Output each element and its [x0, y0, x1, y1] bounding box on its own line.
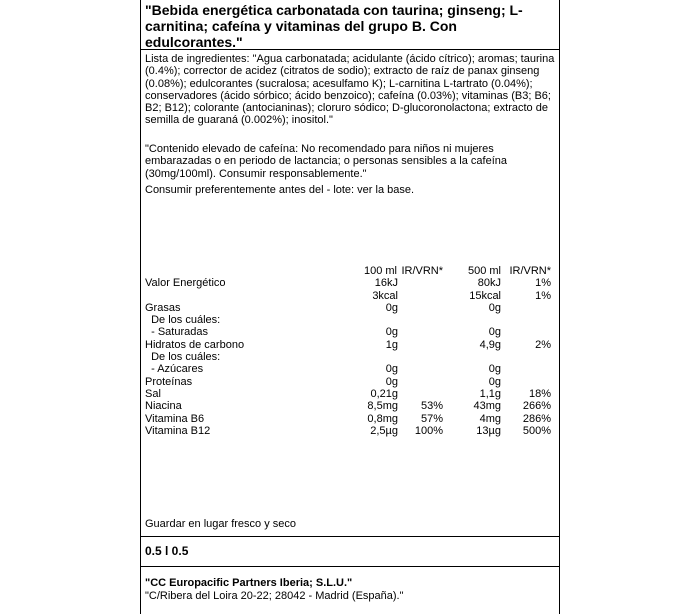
ingredients-list: Lista de ingredientes: "Agua carbonatada; acidulante (ácido cítrico); aromas; taurina (0.4%); corrector de acidez (citratos de sodio); extracto de raíz de panax ginseng (0.08%); edulcorantes (sucralosa; acesulfamo K); L-carnitina L-tartrato (0.04%); conservadores (ácido sórbico; ácido benzoico); cafeína (0.03%); vitaminas (B3; B6; B2; B12); colorante (antocianinas); cloruro sódico; D-glucoronolactona; extracto de semilla de guaraná (0.002%); inositol." [145, 53, 555, 127]
nutrition-cell: 2,5µg [370, 424, 398, 437]
nutrition-cell: 500% [522, 424, 551, 437]
nutrition-row [145, 314, 557, 326]
nutrition-cell: - Saturadas [145, 326, 208, 339]
nutrition-cell: 1% [535, 277, 551, 290]
nutrition-cell: 0,8mg [367, 412, 398, 425]
nutrition-cell: Niacina [145, 400, 182, 413]
nutrition-cell: 3kcal [372, 289, 398, 302]
caffeine-warning: "Contenido elevado de cafeína: No recomendado para niños ni mujeres embarazadas o en periodo de lactancia; o personas sensibles a la cafeína (30mg/100ml). Consumir responsablemente." [145, 143, 508, 180]
nutrition-cell: 18% [528, 387, 551, 400]
nutrition-cell: Proteínas [145, 375, 193, 388]
nutrition-cell: 100% [414, 424, 443, 437]
best-before: Consumir preferentemente antes del - lote: ver la base. [145, 184, 415, 196]
nutrition-cell: Grasas [145, 301, 181, 314]
nutrition-cell: 2% [535, 338, 551, 351]
nutrition-cell: 1,1g [479, 387, 501, 400]
nutrition-cell: 0g [488, 326, 501, 339]
nutrition-cell: 1% [535, 289, 551, 302]
nutrition-cell: 0g [385, 363, 398, 376]
nutrition-row [145, 302, 557, 314]
nutrition-row [145, 363, 557, 375]
nutrition-row [145, 290, 557, 302]
nutrition-cell: 0g [385, 301, 398, 314]
nutrition-cell: 0g [385, 375, 398, 388]
nutrition-cell: De los cuáles: [145, 314, 221, 327]
nutrition-cell: 43mg [473, 400, 501, 413]
nutrition-cell: 0g [488, 301, 501, 314]
nutrition-cell: 16kJ [374, 277, 398, 290]
nutrition-cell: 13µg [476, 424, 501, 437]
nutrition-header-row [145, 265, 557, 277]
nutrition-row [145, 388, 557, 400]
nutrition-cell: 266% [522, 400, 551, 413]
nutrition-cell: 8,5mg [367, 400, 398, 413]
nutrition-cell: 57% [420, 412, 443, 425]
nutrition-cell: 1g [385, 338, 398, 351]
nutrition-row [145, 277, 557, 289]
nutrition-cell: De los cuáles: [145, 351, 221, 364]
nutrition-row [145, 413, 557, 425]
header-500ml: 500 ml [467, 265, 501, 277]
header-irvrn-500ml: IR/VRN* [509, 265, 551, 277]
quantity-divider [140, 566, 560, 567]
nutrition-cell: 0g [488, 375, 501, 388]
header-100ml: 100 ml [363, 265, 397, 277]
nutrition-row [145, 326, 557, 338]
nutrition-cell: Vitamina B6 [145, 412, 205, 425]
header-irvrn-100ml: IR/VRN* [401, 265, 443, 277]
nutrition-row [145, 351, 557, 363]
nutrition-cell: Vitamina B12 [145, 424, 211, 437]
nutrition-cell: 80kJ [477, 277, 501, 290]
nutrition-cell: Valor Energético [145, 277, 226, 290]
title-divider [140, 49, 560, 50]
nutrition-cell: 4mg [479, 412, 501, 425]
storage-divider [140, 536, 560, 537]
storage-instructions: Guardar en lugar fresco y seco [145, 518, 297, 530]
nutrition-cell: Sal [145, 387, 161, 400]
nutrition-cell: - Azúcares [145, 363, 204, 376]
company-name: "CC Europacific Partners Iberia; S.L.U." [145, 577, 353, 589]
nutrition-row [145, 339, 557, 351]
company-address: "C/Ribera del Loira 20-22; 28042 - Madrid (España)." [145, 590, 404, 602]
nutrition-cell: 0g [385, 326, 398, 339]
nutrition-table [145, 265, 557, 437]
nutrition-cell: Hidratos de carbono [145, 338, 245, 351]
nutrition-cell: 15kcal [469, 289, 501, 302]
nutrition-cell: 286% [522, 412, 551, 425]
nutrition-row [145, 425, 557, 437]
nutrition-cell: 0g [488, 363, 501, 376]
nutrition-cell: 4,9g [479, 338, 501, 351]
net-quantity: 0.5 l 0.5 [145, 544, 189, 558]
nutrition-cell: 0,21g [370, 387, 398, 400]
nutrition-row [145, 376, 557, 388]
nutrition-cell: 53% [420, 400, 443, 413]
product-title: "Bebida energética carbonatada con taurina; ginseng; L-carnitina; cafeína y vitaminas del grupo B. Con edulcorantes." [145, 2, 523, 50]
nutrition-row [145, 400, 557, 412]
